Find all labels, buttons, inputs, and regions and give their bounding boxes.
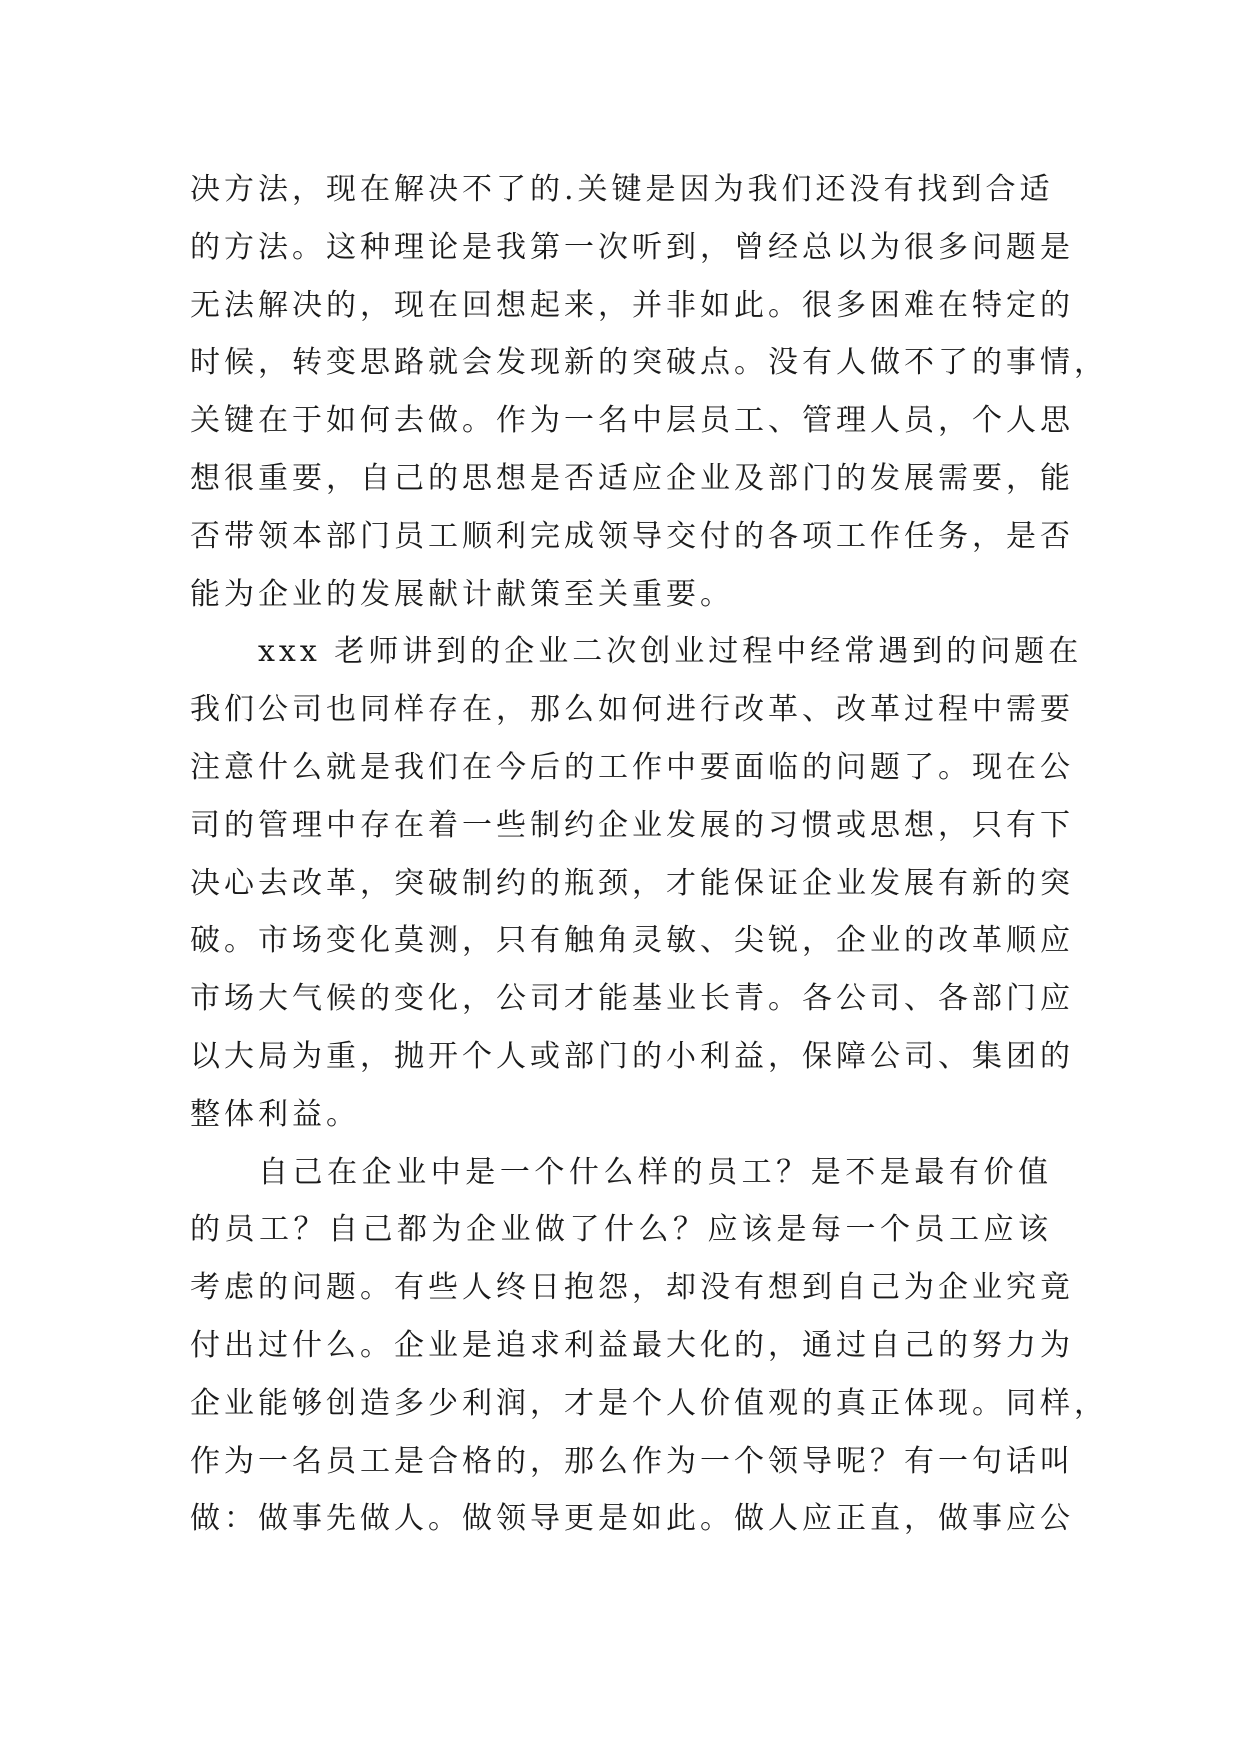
text-line: 无法解决的，现在回想起来，并非如此。很多困难在特定的 (190, 287, 1074, 323)
text-line: 自己在企业中是一个什么样的员工？是不是最有价值 (258, 1154, 1052, 1190)
text-line: 的方法。这种理论是我第一次听到，曾经总以为很多问题是 (190, 229, 1074, 265)
text-line: 我们公司也同样存在，那么如何进行改革、改革过程中需要 (190, 692, 1074, 728)
text-line: 时候，转变思路就会发现新的突破点。没有人做不了的事情， (190, 345, 1108, 381)
text-line: 作为一名员工是合格的，那么作为一个领导呢？有一句话叫 (190, 1443, 1074, 1479)
text-line: xxx 老师讲到的企业二次创业过程中经常遇到的问题在 (258, 634, 1083, 670)
text-line: 破。市场变化莫测，只有触角灵敏、尖锐，企业的改革顺应 (190, 923, 1074, 959)
text-line: 考虑的问题。有些人终日抱怨，却没有想到自己为企业究竟 (190, 1270, 1074, 1306)
text-line: 决方法，现在解决不了的.关键是因为我们还没有找到合适 (190, 172, 1054, 207)
paragraph-2 (190, 623, 1083, 1143)
text-line: 想很重要，自己的思想是否适应企业及部门的发展需要，能 (190, 460, 1074, 496)
text-line: 的员工？自己都为企业做了什么？应该是每一个员工应该 (190, 1212, 1052, 1248)
paragraph-1 (190, 161, 1108, 623)
text-line: 司的管理中存在着一些制约企业发展的习惯或思想，只有下 (190, 807, 1074, 843)
text-line: 市场大气候的变化，公司才能基业长青。各公司、各部门应 (190, 981, 1074, 1017)
text-line: 注意什么就是我们在今后的工作中要面临的问题了。现在公 (190, 749, 1074, 785)
text-line: 关键在于如何去做。作为一名中层员工、管理人员，个人思 (190, 403, 1074, 439)
text-line: 决心去改革，突破制约的瓶颈，才能保证企业发展有新的突 (190, 865, 1074, 901)
text-line: 整体利益。 (190, 1096, 360, 1132)
document-body (190, 161, 1108, 1548)
text-line: 做：做事先做人。做领导更是如此。做人应正直，做事应公 (190, 1501, 1074, 1537)
text-line: 否带领本部门员工顺利完成领导交付的各项工作任务，是否 (190, 518, 1074, 554)
text-line: 企业能够创造多少利润，才是个人价值观的真正体现。同样， (190, 1385, 1108, 1421)
text-line: 以大局为重，抛开个人或部门的小利益，保障公司、集团的 (190, 1038, 1074, 1074)
text-line: 能为企业的发展献计献策至关重要。 (190, 576, 734, 612)
text-line: 付出过什么。企业是追求利益最大化的，通过自己的努力为 (190, 1327, 1074, 1363)
paragraph-3 (190, 1144, 1108, 1549)
